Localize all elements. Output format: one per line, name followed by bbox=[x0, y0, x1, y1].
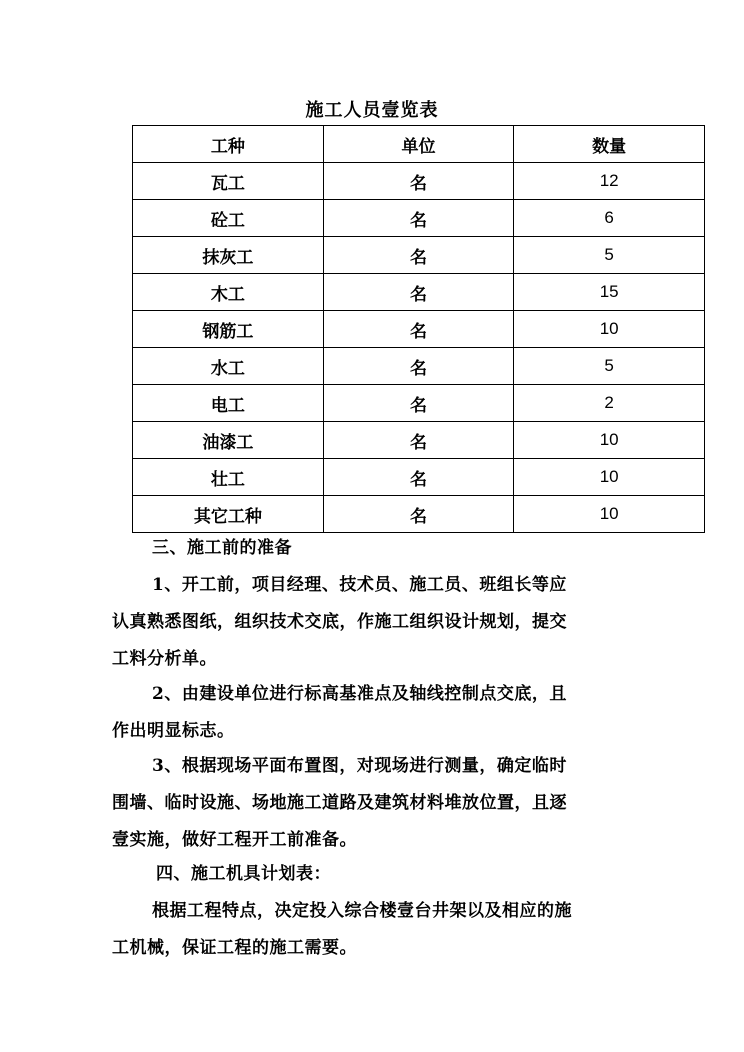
section-4-heading bbox=[156, 856, 676, 893]
heading-text: 四、施工机具计划表： bbox=[156, 864, 331, 884]
cell-quantity: 12 bbox=[514, 163, 705, 200]
cell-unit: 名 bbox=[323, 496, 514, 533]
cell-trade: 油漆工 bbox=[133, 422, 324, 459]
paragraph-1 bbox=[112, 567, 632, 678]
paragraph-line: 根据工程特点，决定投入综合楼壹台井架以及相应的施 bbox=[152, 901, 572, 921]
table-row bbox=[133, 348, 705, 385]
paragraph-3 bbox=[112, 748, 632, 859]
page-title: 施工人员壹览表 bbox=[305, 100, 439, 121]
cell-unit: 名 bbox=[323, 237, 514, 274]
paragraph-line: 认真熟悉图纸，组织技术交底，作施工组织设计规划，提交 bbox=[112, 612, 567, 632]
cell-trade: 木工 bbox=[133, 274, 324, 311]
cell-unit: 名 bbox=[323, 311, 514, 348]
cell-unit: 名 bbox=[323, 348, 514, 385]
cell-quantity: 10 bbox=[514, 459, 705, 496]
cell-trade: 其它工种 bbox=[133, 496, 324, 533]
table-row bbox=[133, 311, 705, 348]
table-header-row bbox=[133, 126, 705, 163]
paragraph-line: 3、根据现场平面布置图，对现场进行测量，确定临时 bbox=[152, 756, 567, 776]
header-unit: 单位 bbox=[323, 126, 514, 163]
cell-trade: 水工 bbox=[133, 348, 324, 385]
table-row bbox=[133, 385, 705, 422]
header-quantity: 数量 bbox=[514, 126, 705, 163]
table-row bbox=[133, 237, 705, 274]
paragraph-line: 工机械，保证工程的施工需要。 bbox=[112, 938, 357, 958]
paragraph-2 bbox=[112, 676, 632, 750]
paragraph-line: 围墙、临时设施、场地施工道路及建筑材料堆放位置，且逐 bbox=[112, 793, 567, 813]
table-row bbox=[133, 422, 705, 459]
cell-quantity: 5 bbox=[514, 237, 705, 274]
paragraph-line: 1、开工前，项目经理、技术员、施工员、班组长等应 bbox=[152, 575, 567, 595]
table-row bbox=[133, 200, 705, 237]
paragraph-line: 2、由建设单位进行标高基准点及轴线控制点交底，且 bbox=[152, 684, 567, 704]
cell-trade: 电工 bbox=[133, 385, 324, 422]
table-row bbox=[133, 274, 705, 311]
cell-quantity: 10 bbox=[514, 422, 705, 459]
paragraph-line: 壹实施，做好工程开工前准备。 bbox=[112, 830, 357, 850]
cell-unit: 名 bbox=[323, 385, 514, 422]
header-trade: 工种 bbox=[133, 126, 324, 163]
cell-trade: 钢筋工 bbox=[133, 311, 324, 348]
cell-quantity: 15 bbox=[514, 274, 705, 311]
cell-quantity: 6 bbox=[514, 200, 705, 237]
paragraph-line: 作出明显标志。 bbox=[112, 721, 235, 741]
heading-text: 三、施工前的准备 bbox=[152, 538, 292, 558]
cell-unit: 名 bbox=[323, 459, 514, 496]
table-row bbox=[133, 459, 705, 496]
paragraph-line: 工料分析单。 bbox=[112, 649, 217, 669]
cell-unit: 名 bbox=[323, 274, 514, 311]
cell-trade: 壮工 bbox=[133, 459, 324, 496]
cell-unit: 名 bbox=[323, 422, 514, 459]
cell-unit: 名 bbox=[323, 163, 514, 200]
cell-quantity: 10 bbox=[514, 496, 705, 533]
cell-quantity: 5 bbox=[514, 348, 705, 385]
paragraph-4 bbox=[112, 893, 632, 967]
cell-trade: 瓦工 bbox=[133, 163, 324, 200]
table-row bbox=[133, 163, 705, 200]
cell-unit: 名 bbox=[323, 200, 514, 237]
table-row bbox=[133, 496, 705, 533]
cell-quantity: 10 bbox=[514, 311, 705, 348]
staff-table bbox=[132, 125, 705, 533]
section-3-heading bbox=[152, 530, 672, 567]
cell-trade: 砼工 bbox=[133, 200, 324, 237]
cell-quantity: 2 bbox=[514, 385, 705, 422]
cell-trade: 抹灰工 bbox=[133, 237, 324, 274]
